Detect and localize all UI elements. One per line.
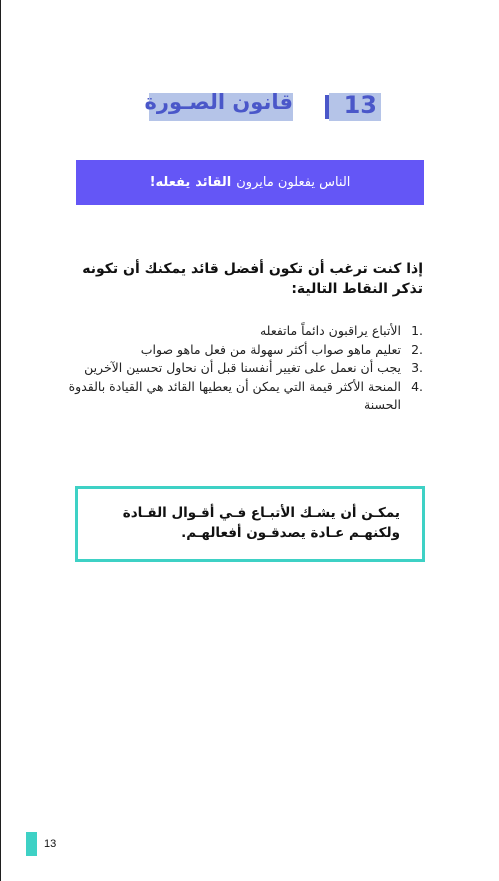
quote-text: يمكـن أن يشـك الأتبـاع فـي أقـوال القـادة ولكنهـم عـادة يصدقـون أفعالهـم. — [122, 505, 400, 541]
list-item-text: المنحة الأكثر قيمة التي يمكن أن يعطيها القائد هي القيادة بالقدوة الحسنة — [68, 378, 401, 412]
list-item-text: يجب أن نعمل على تغيير أنفسنا قبل أن نحاول تحسين الآخرين — [84, 360, 401, 375]
list-item — [55, 341, 423, 360]
list-item-number: 1. — [411, 323, 423, 338]
list-item — [55, 322, 423, 341]
list-item — [55, 378, 423, 415]
key-message-banner — [76, 160, 424, 205]
banner-bold-text-does: يفعله! — [149, 175, 191, 190]
list-item-number: 4. — [411, 378, 423, 394]
intro-paragraph: إذا كنت ترغب أن تكون أفضل قائد يمكنك أن تكونه تذكر النقاط التالية: — [82, 261, 423, 297]
quote-box — [75, 486, 425, 562]
page-left-edge — [0, 0, 1, 881]
chapter-title-text: قانون الصـورة — [144, 90, 293, 114]
list-item — [55, 359, 423, 378]
list-item-number: 2. — [411, 341, 423, 357]
points-list — [55, 322, 423, 415]
chapter-number: 13 — [343, 91, 377, 119]
title-separator-bar — [325, 95, 329, 119]
footer-page-number: 13 — [44, 838, 57, 850]
chapter-title — [144, 90, 381, 123]
list-item-text: تعليم ماهو صواب أكثر سهولة من فعل ماهو صواب — [140, 341, 401, 357]
list-item-text: الأتباع يراقبون دائماً ماتفعله — [259, 323, 401, 338]
list-item-number: 3. — [411, 360, 423, 375]
banner-normal-text: الناس يفعلون مايرون — [236, 175, 351, 190]
footer-page-mark — [26, 832, 37, 856]
banner-bold-text-leader: القائد — [195, 175, 232, 190]
